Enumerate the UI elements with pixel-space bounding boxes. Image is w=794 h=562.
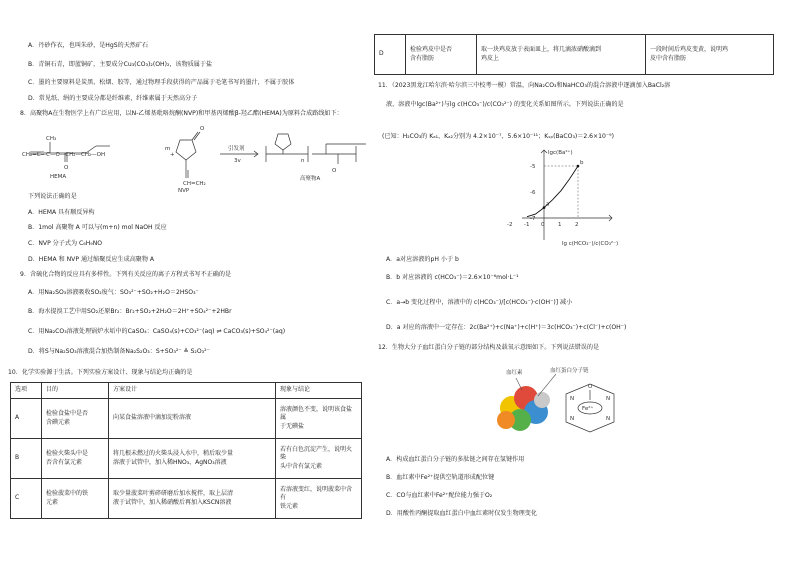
q12-option-d: D．用酸性丙酮提取血红蛋白中血红素时仅发生物理变化	[386, 510, 537, 517]
q12-stem: 12．生物大分子血红蛋白分子链的部分结构及载氧示意图如下。下列说法错误的是	[378, 344, 600, 351]
q7-option-a: A．丹砂作衣，也叫朱砂，是HgS的天然矿石	[28, 42, 149, 49]
q9-option-c: C．用Na₂CO₃溶液处理锅炉水垢中的CaSO₄：CaSO₄(s)+CO₃²⁻(aq) ⇌ CaCO₃(s)+SO₄²⁻(aq)	[28, 328, 286, 335]
q8-product-label: 高聚物A	[300, 176, 321, 182]
q12-option-c: C．CO与血红素中Fe²⁺配位能力强于O₂	[386, 492, 493, 499]
q11-known-constants: (已知：H₂CO₃的 Kₐ₁、Kₐ₂分别为 4.2×10⁻⁷、5.6×10⁻¹¹；Kₛₚ(BaCO₃)＝2.6×10⁻⁹)	[382, 133, 614, 140]
table-row	[11, 479, 362, 519]
q8-initiator-label: 引发剂	[228, 146, 245, 152]
q12-hemoglobin-figure	[486, 360, 646, 446]
x-tick-label: 2	[575, 222, 579, 228]
q10-table	[10, 382, 362, 519]
table-cell-goal: 检验火柴头中是 否含有氯元素	[42, 439, 109, 479]
n-label: N	[606, 416, 611, 422]
x-axis-label: lg c(HCO₃⁻)/c(CO₃²⁻)	[562, 241, 618, 247]
q8-option-c: C．NVP 分子式为 C₆H₉NO	[28, 240, 103, 247]
x-tick-label: -2	[507, 222, 513, 228]
q9-stem: 9．含硫化合物的反应具有多样性。下列有关反应的离子方程式书写不正确的是	[20, 271, 232, 278]
table-row	[11, 439, 362, 479]
table-cell-option: A	[11, 399, 42, 439]
heme-label: 血红素	[506, 370, 523, 376]
q8-hema-label: HEMA	[50, 174, 67, 180]
q11-option-d: D．a 对应的溶液中一定存在：2c(Ba²⁺)+c(Na⁺)+c(H⁺)＝3c(HCO₃⁻)+c(Cl⁻)+c(OH⁻)	[386, 324, 627, 331]
q12-option-a: A．构成血红蛋白分子链的多肽链之间存在氢键作用	[386, 456, 525, 463]
table-cell-plan: 取少量菠菜叶剪碎研磨后加水搅拌，取上层清 液于试管中，加入稀硝酸后再加入KSCN溶液	[109, 479, 276, 519]
q8-condition-label: 3v	[234, 158, 241, 164]
table-cell-result: 溶液颜色不变，说明该食盐属 于无碘盐	[276, 399, 362, 439]
q11-chart	[500, 144, 618, 248]
q7-option-c: C．墨的主要原料是炭黑、松烟、胶等，通过物理手段获得的产品属于毛笔书写的墨汁，不属于胶体	[28, 79, 295, 86]
x-tick-label: 1	[558, 222, 562, 228]
point-label: b	[580, 160, 584, 166]
table-header-cell: 选项	[11, 383, 42, 399]
q12-option-b: B．血红素中Fe²⁺提供空轨道形成配位键	[386, 474, 495, 481]
q7-option-b: B．青铜石青，即蓝铜矿，主要成分Cu₃(CO₃)₂(OH)₂，该物质属于盐	[28, 61, 213, 68]
table-cell-goal: 检验鸡皮中是否 含有脂肪	[406, 35, 477, 75]
q8-nvp-label: NVP	[178, 188, 190, 192]
q8-m-label: m	[165, 146, 171, 152]
q9-option-d: D．将S与Na₂SO₃溶液混合加热制备Na₂S₂O₃：S+SO₃²⁻ ≜ S₂O₃²⁻	[28, 348, 210, 355]
q8-option-a: A．HEMA 具有顺反异构	[28, 209, 95, 216]
q11-option-a: A．a对应溶液的pH 小于 b	[386, 256, 459, 263]
table-header-cell: 方案设计	[109, 383, 276, 399]
table-header-row	[11, 383, 362, 399]
y-tick-label: -5	[530, 164, 536, 170]
oxygen-label: O	[588, 384, 593, 390]
q7-option-d: D．常见纸、绢的主要成分都是纤维素，纤维素属于天然高分子	[28, 95, 198, 102]
table-cell-result: 若有白色沉淀产生，说明火柴 头中含有氯元素	[276, 439, 362, 479]
table-cell-plan: 取一块鸡皮放于表面皿上，将几滴浓硝酸滴到 鸡皮上	[477, 35, 646, 75]
point-label: a	[546, 201, 550, 208]
svg-text:O: O	[64, 165, 69, 171]
table-cell-plan: 将几根未燃过的火柴头浸入水中，稍后取少量 溶液于试管中，加入稀HNO₃、AgNO₃溶液	[109, 439, 276, 479]
y-tick-label: -6	[530, 190, 536, 196]
q9-option-b: B．海水提溴工艺中用SO₂还原Br₂：Br₂+SO₂+2H₂O＝2H⁺+SO₄²⁻+2HBr	[28, 308, 232, 315]
table-cell-option: D	[375, 35, 406, 75]
q8-stem: 8．高聚物A在生物医学上有广泛应用，以N-乙烯基吡咯烷酮(NVP)和甲基丙烯酸β-羟乙酯(HEMA)为原料合成路线如下：	[20, 110, 343, 117]
table-row	[11, 399, 362, 439]
chain-label: 血红蛋白分子链	[550, 368, 589, 374]
q10-stem: 10．化学实验源于生活。下列实验方案设计、现象与结论均正确的是	[8, 369, 193, 376]
hemoglobin-blob	[497, 386, 550, 431]
q11-option-b: B．b 对应溶液的 c(HCO₃⁻)＝2.6×10⁻⁶mol·L⁻¹	[386, 274, 519, 281]
n-label: N	[606, 396, 611, 402]
q9-option-a: A．用Na₂SO₃溶液吸收SO₂废气：SO₃²⁻+SO₂+H₂O＝2HSO₃⁻	[28, 289, 199, 296]
q8-reaction-scheme	[20, 120, 372, 192]
fe-label: Fe²⁺	[582, 406, 594, 412]
q8-question: 下列说法正确的是	[28, 193, 77, 200]
table-cell-goal: 检验菠菜中的铁 元素	[42, 479, 109, 519]
q8-n-label: n	[301, 158, 305, 164]
table-cell-option: B	[11, 439, 42, 479]
data-point	[577, 165, 580, 168]
svg-text:CH₂=C—C—O—CH₂—CH₂—OH: CH₂=C—C—O—CH₂—CH₂—OH	[22, 152, 106, 158]
q8-option-d: D．HEMA 和 NVP 通过缩聚反应生成高聚物 A	[28, 256, 155, 263]
q11-stem-line1: 11．（2023黑龙江哈尔滨·哈尔滨三中校考一模）常温，向Na₂CO₃和NaHCO₃的混合溶液中逐滴加入BaCl₂溶	[378, 82, 671, 89]
svg-text:O: O	[200, 126, 205, 132]
svg-text:+: +	[170, 152, 175, 158]
x-tick-label: 0	[541, 222, 545, 228]
q10-table-continued	[374, 34, 774, 75]
q8-option-b: B．1mol 高聚物 A 可以与(m+n) mol NaOH 反应	[28, 224, 167, 231]
svg-text:O: O	[332, 168, 337, 174]
table-header-cell: 现象与结论	[276, 383, 362, 399]
table-header-cell: 目的	[42, 383, 109, 399]
table-cell-result: 若溶液变红，说明菠菜中含有 铁元素	[276, 479, 362, 519]
table-cell-goal: 检验食盐中是否 含碘元素	[42, 399, 109, 439]
table-cell-option: C	[11, 479, 42, 519]
n-label: N	[570, 396, 575, 402]
table-row	[375, 35, 774, 75]
table-cell-plan: 向某食盐溶液中滴加淀粉溶液	[109, 399, 276, 439]
svg-text:CH₃: CH₃	[46, 136, 57, 142]
q11-stem-line2: 液，溶液中lgc(Ba²⁺)与lg c(HCO₃⁻)/c(CO₃²⁻) 的变化关系如图所示。下列说法正确的是	[386, 101, 624, 108]
svg-text:CH=CH₂: CH=CH₂	[183, 181, 206, 187]
data-point	[543, 206, 546, 209]
y-tick-label: -7	[530, 216, 536, 222]
y-axis-label: lgc(Ba²⁺)	[548, 150, 573, 156]
table-cell-result: 一段时间后鸡皮变黄，说明鸡 皮中含有脂肪	[646, 35, 774, 75]
x-tick-label: -1	[524, 222, 530, 228]
q11-option-c: C．a→b 变化过程中，溶液中的 c(HCO₃⁻)/[c(HCO₃⁻)·c(OH⁻)] 减小	[386, 299, 573, 306]
n-label: N	[570, 416, 575, 422]
